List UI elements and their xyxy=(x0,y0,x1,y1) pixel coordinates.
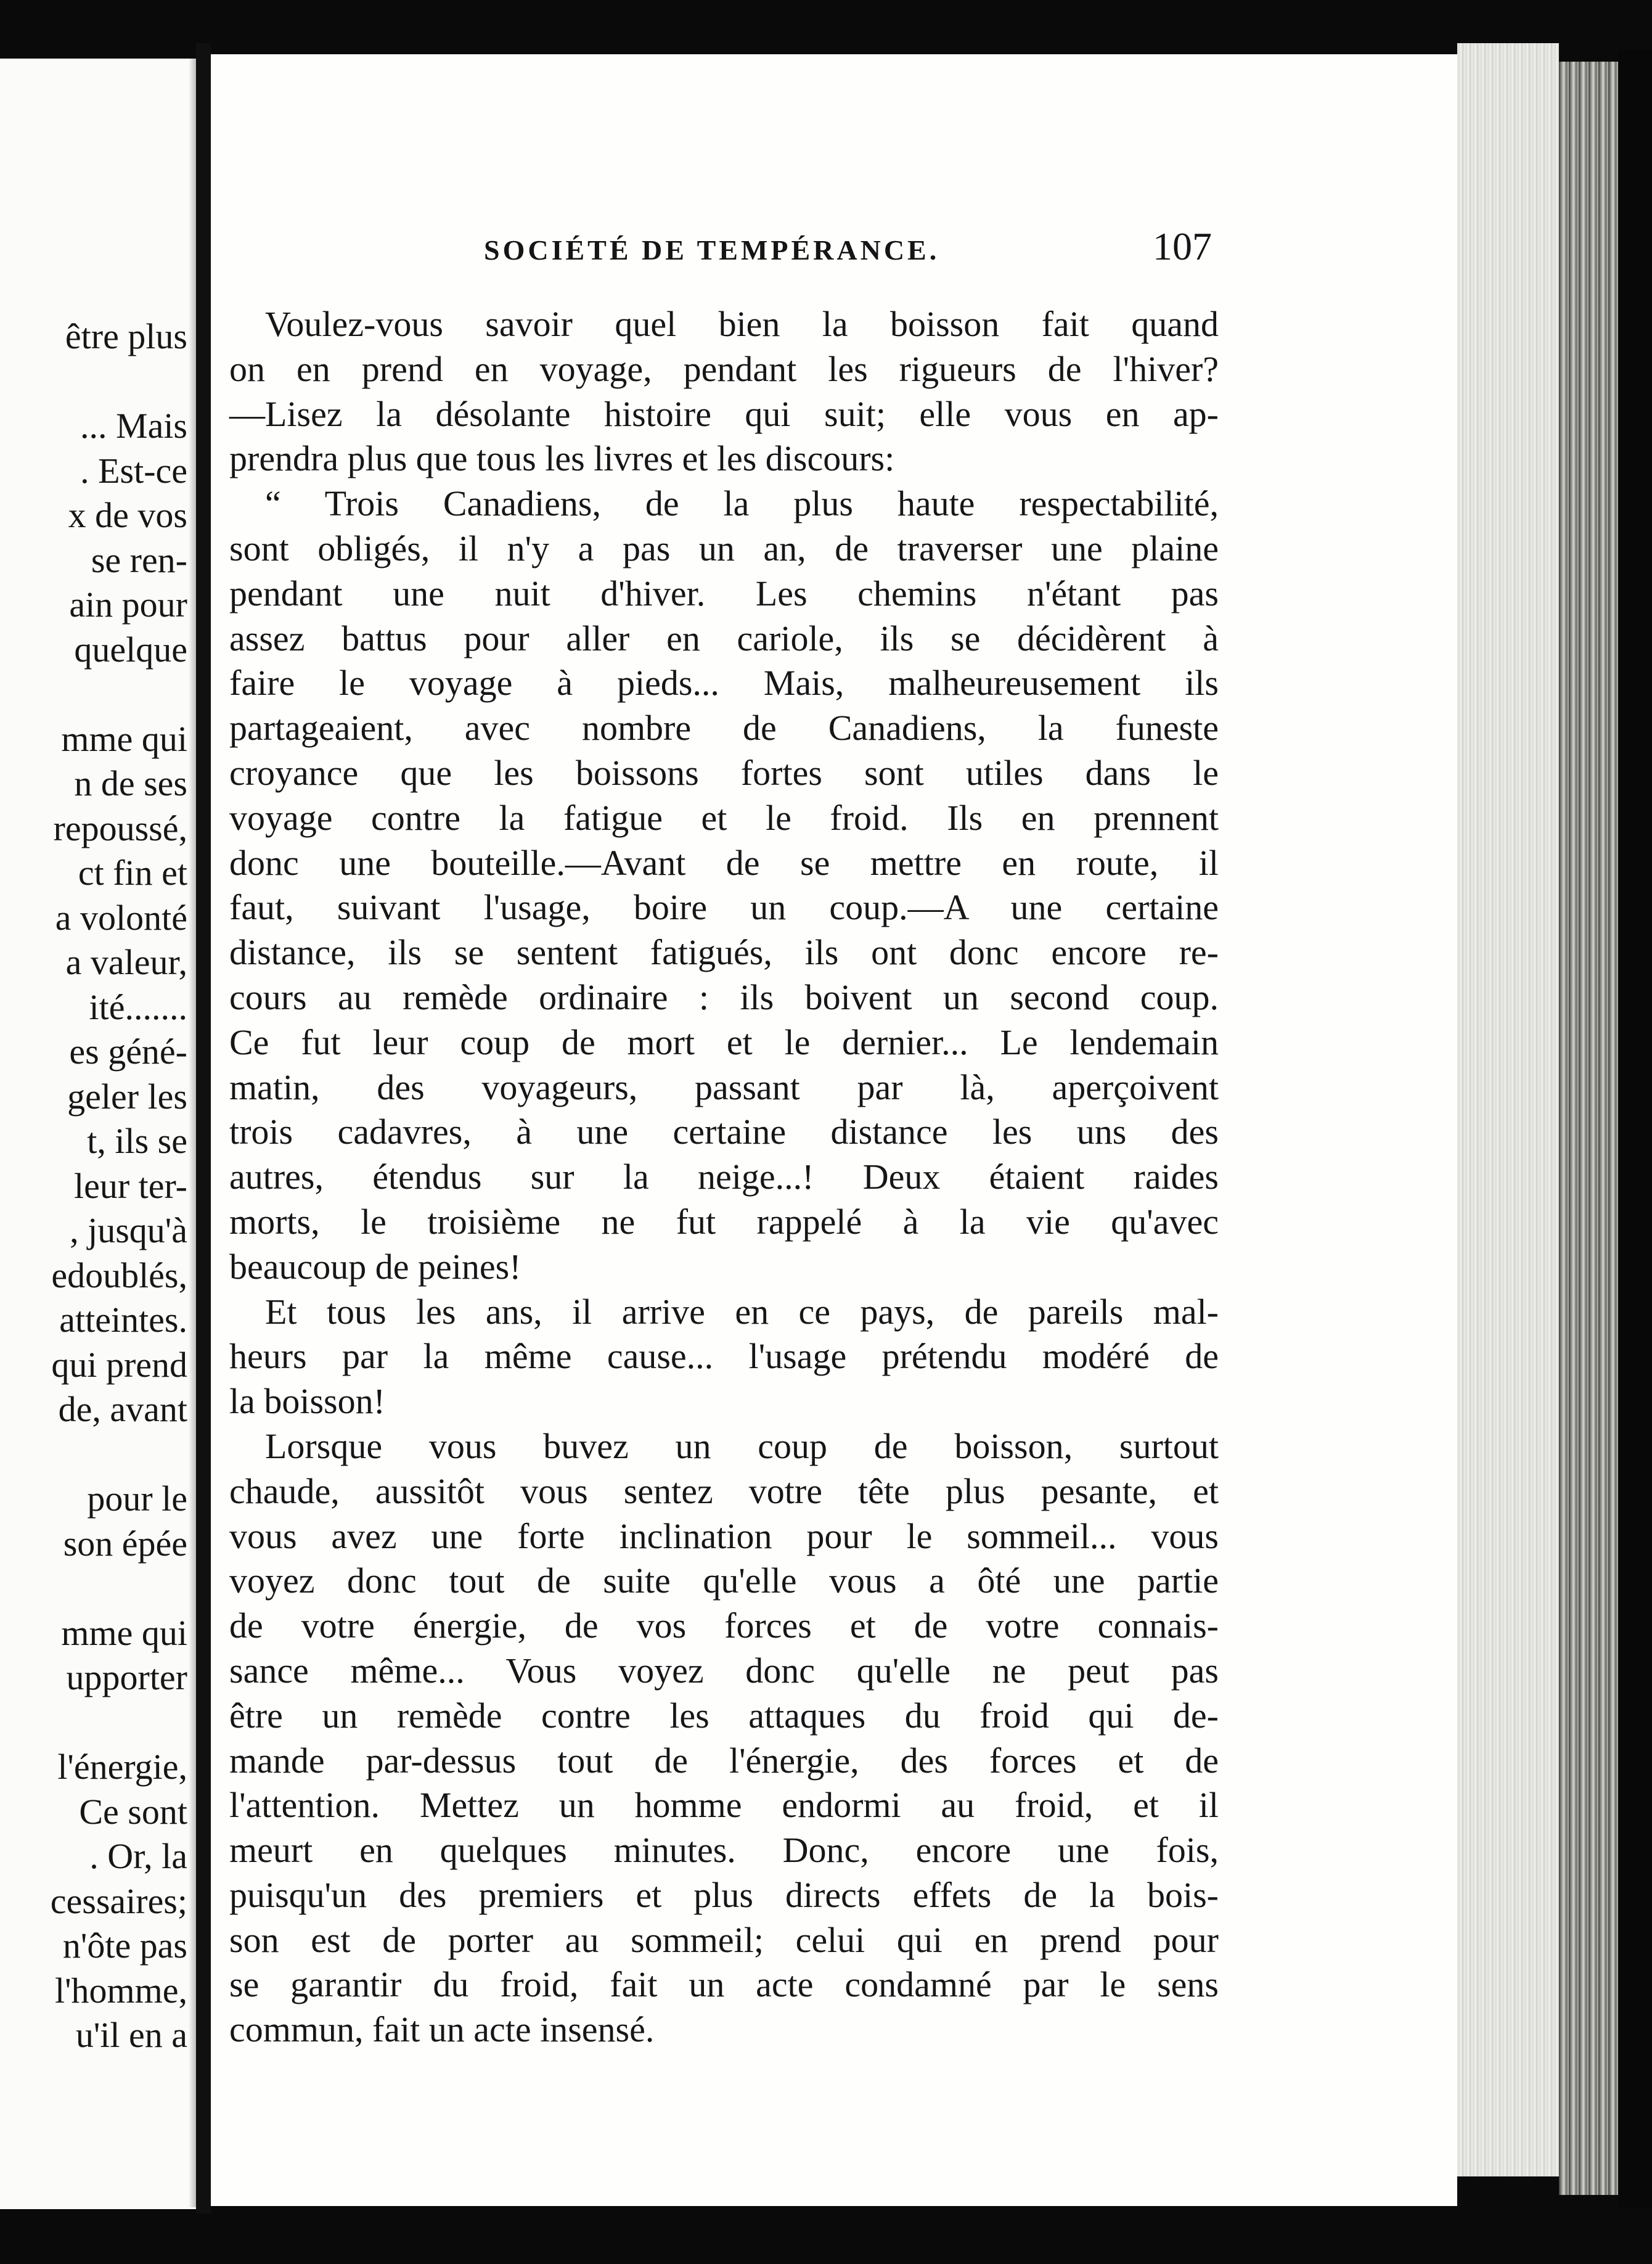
text-line: —Lisez la désolante histoire qui suit; elle vous en ap- xyxy=(229,393,1219,434)
left-page-line: x de vos xyxy=(68,495,187,535)
text-line: la boisson! xyxy=(229,1381,385,1422)
left-page-line: ct fin et xyxy=(78,853,187,893)
page-block-edge xyxy=(1457,43,1559,2176)
text-line: chaude, aussitôt vous sentez votre tête plus pesante, et xyxy=(229,1470,1219,1511)
left-page-line: a volonté xyxy=(55,897,187,938)
text-line: Voulez-vous savoir quel bien la boisson fait quand xyxy=(265,304,1219,344)
text-line: partageaient, avec nombre de Canadiens, la funeste xyxy=(229,708,1219,749)
left-page-line: quelque xyxy=(74,629,187,670)
text-line: l'attention. Mettez un homme endormi au froid, et il xyxy=(229,1785,1219,1826)
right-page xyxy=(211,54,1457,2206)
text-line: Lorsque vous buvez un coup de boisson, surtout xyxy=(265,1425,1219,1466)
text-line: vous avez une forte inclination pour le sommeil... vous xyxy=(229,1515,1219,1556)
text-line: prendra plus que tous les livres et les discours: xyxy=(229,438,895,479)
text-line: Et tous les ans, il arrive en ce pays, de pareils mal- xyxy=(265,1291,1219,1332)
text-line: beaucoup de peines! xyxy=(229,1246,521,1287)
left-page-line: mme qui xyxy=(61,1612,187,1653)
left-page-line: être plus xyxy=(65,316,187,356)
text-line: voyez donc tout de suite qu'elle vous a ôté une partie xyxy=(229,1561,1219,1601)
text-line: autres, étendus sur la neige...! Deux étaient raides xyxy=(229,1157,1219,1197)
text-line: heurs par la même cause... l'usage prétendu modéré de xyxy=(229,1336,1219,1377)
left-page-line: mme qui xyxy=(61,718,187,759)
left-page-line: a valeur, xyxy=(65,942,187,982)
left-page-line: repoussé, xyxy=(53,808,187,848)
text-line: Ce fut leur coup de mort et le dernier... Le lendemain xyxy=(229,1022,1219,1062)
body-text xyxy=(229,302,1219,2053)
text-line: matin, des voyageurs, passant par là, aperçoivent xyxy=(229,1067,1219,1107)
text-line: faut, suivant l'usage, boire un coup.—A une certaine xyxy=(229,887,1219,928)
left-page-line: edoublés, xyxy=(51,1255,187,1295)
text-line: cours au remède ordinaire : ils boivent un second coup. xyxy=(229,977,1219,1017)
left-page-line: l'homme, xyxy=(54,1970,187,2011)
left-page-line: de, avant xyxy=(58,1389,187,1429)
text-line: on en prend en voyage, pendant les rigueurs de l'hiver? xyxy=(229,348,1219,389)
text-line: de votre énergie, de vos forces et de votre connais- xyxy=(229,1606,1219,1646)
left-page-line: ... Mais xyxy=(80,406,187,446)
left-page-line: cessaires; xyxy=(50,1881,187,1921)
left-page-line: son épée xyxy=(63,1523,187,1564)
left-page-line: upporter xyxy=(66,1657,187,1697)
left-page-line: es géné- xyxy=(69,1032,187,1072)
text-line: puisqu'un des premiers et plus directs effets de la bois- xyxy=(229,1874,1219,1915)
text-line: croyance que les boissons fortes sont utiles dans le xyxy=(229,752,1219,793)
running-head: SOCIÉTÉ DE TEMPÉRANCE. xyxy=(484,234,940,266)
text-line: meurt en quelques minutes. Donc, encore une fois, xyxy=(229,1830,1219,1871)
book-cover-edge xyxy=(1559,62,1618,2195)
left-page-line: n de ses xyxy=(74,763,187,803)
left-page-line: geler les xyxy=(67,1076,187,1117)
text-line: distance, ils se sentent fatigués, ils ont donc encore re- xyxy=(229,932,1219,973)
text-line: son est de porter au sommeil; celui qui en prend pour xyxy=(229,1919,1219,1960)
text-line: sont obligés, il n'y a pas un an, de traverser une plaine xyxy=(229,528,1219,568)
text-line: voyage contre la fatigue et le froid. Ils en prennent xyxy=(229,797,1219,838)
left-page-line: . Or, la xyxy=(89,1836,187,1876)
left-page-line: ain pour xyxy=(69,584,187,625)
left-page-line: leur ter- xyxy=(74,1165,187,1206)
left-page-line: Ce sont xyxy=(79,1791,187,1832)
left-page-line: u'il en a xyxy=(75,2015,187,2055)
left-page-line: se ren- xyxy=(91,539,187,580)
text-line: mande par-dessus tout de l'énergie, des forces et de xyxy=(229,1740,1219,1781)
page-number: 107 xyxy=(1153,224,1212,268)
scan-background xyxy=(1618,49,1652,2207)
gutter-shadow xyxy=(189,55,196,2207)
text-line: être un remède contre les attaques du froid qui de- xyxy=(229,1695,1219,1736)
text-line: pendant une nuit d'hiver. Les chemins n'étant pas xyxy=(229,573,1219,613)
left-page-line: n'ôte pas xyxy=(62,1926,187,1966)
text-line: trois cadavres, à une certaine distance les uns des xyxy=(229,1112,1219,1152)
text-line: commun, fait un acte insensé. xyxy=(229,2009,655,2050)
book-gutter xyxy=(196,43,211,2213)
left-page-line: pour le xyxy=(87,1479,187,1519)
text-line: assez battus pour aller en cariole, ils se décidèrent à xyxy=(229,618,1219,658)
text-line: donc une bouteille.—Avant de se mettre en route, il xyxy=(229,842,1219,883)
page-header xyxy=(211,224,1222,279)
left-page-line: atteintes. xyxy=(59,1300,187,1340)
left-page-line: l'énergie, xyxy=(57,1747,187,1787)
text-line: “ Trois Canadiens, de la plus haute respectabilité, xyxy=(265,483,1219,524)
text-line: morts, le troisième ne fut rappelé à la vie qu'avec xyxy=(229,1201,1219,1242)
left-page-line: . Est-ce xyxy=(80,450,187,491)
left-page-line: t, ils se xyxy=(87,1121,187,1161)
text-line: se garantir du froid, fait un acte condamné par le sens xyxy=(229,1964,1219,2005)
left-page-line: ité....... xyxy=(89,986,187,1027)
text-line: sance même... Vous voyez donc qu'elle ne peut pas xyxy=(229,1650,1219,1691)
text-line: faire le voyage à pieds... Mais, malheureusement ils xyxy=(229,663,1219,703)
left-page-line: , jusqu'à xyxy=(70,1210,187,1250)
left-page-line: qui prend xyxy=(51,1344,187,1385)
left-page-fragment xyxy=(0,59,196,2209)
